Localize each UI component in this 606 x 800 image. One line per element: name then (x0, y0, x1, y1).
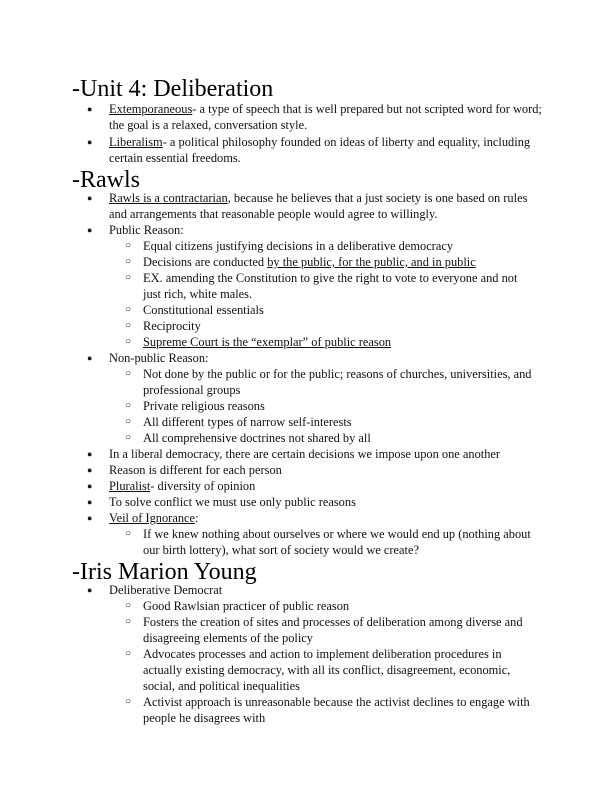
list-item-text: To solve conflict we must use only public reasons (109, 495, 356, 509)
bullet-icon: ● (87, 465, 93, 475)
hollow-bullet-icon: ○ (125, 304, 132, 315)
sub-item-text: Advocates processes and action to implement deliberation procedures in actually existing democracy, with all its conflict, disagreement, economic, social, and political inequalities (143, 647, 511, 693)
veil-colon: : (195, 511, 199, 525)
sub-item (125, 270, 538, 302)
sub-item (125, 646, 538, 694)
sub-item-text: Decisions are conducted (143, 255, 268, 269)
list-item-public-reason (87, 222, 542, 238)
definition-liberalism: - a political philosophy founded on ideas of liberty and equality, including certain essential freedoms. (109, 135, 531, 165)
sub-item-text: Reciprocity (143, 319, 201, 333)
list-item-veil (87, 510, 542, 526)
hollow-bullet-icon: ○ (125, 336, 132, 347)
sub-item-text: Fosters the creation of sites and processes of deliberation among diverse and disagreeing elements of the policy (143, 615, 523, 645)
hollow-bullet-icon: ○ (125, 528, 132, 539)
heading-rawls: -Rawls (72, 167, 140, 193)
bullet-icon: ● (87, 137, 93, 147)
hollow-bullet-icon: ○ (125, 416, 132, 427)
hollow-bullet-icon: ○ (125, 696, 132, 707)
list-item (87, 446, 542, 462)
sub-item-text: Constitutional essentials (143, 303, 264, 317)
bullet-icon: ● (87, 193, 93, 203)
sub-item (125, 302, 538, 318)
sub-item-text: Supreme Court is the “exemplar” of public reason (143, 335, 392, 349)
list-item (87, 462, 542, 478)
deliberative-democrat-label: Deliberative Democrat (109, 583, 223, 597)
sub-item-text: Equal citizens justifying decisions in a deliberative democracy (143, 239, 454, 253)
public-reason-label: Public Reason: (109, 223, 184, 237)
sub-item (125, 430, 538, 446)
bullet-icon: ● (87, 481, 93, 491)
sub-item-text: Activist approach is unreasonable because the activist declines to engage with people he disagrees with (143, 695, 530, 725)
list-item-text: Reason is different for each person (109, 463, 282, 477)
bullet-icon: ● (87, 104, 93, 114)
list-item-deliberative-democrat (87, 582, 542, 598)
hollow-bullet-icon: ○ (125, 368, 132, 379)
term-liberalism: Liberalism (109, 135, 163, 149)
bullet-icon: ● (87, 225, 93, 235)
sub-item-text: EX. amending the Constitution to give the right to vote to everyone and not just rich, white males. (143, 271, 518, 301)
hollow-bullet-icon: ○ (125, 240, 132, 251)
sub-item-text: Good Rawlsian practicer of public reason (143, 599, 350, 613)
sub-item (125, 318, 538, 334)
hollow-bullet-icon: ○ (125, 432, 132, 443)
contractarian-rest: , because he believes that a just society is one based on rules and arrangements that reasonable people would agree to willingly. (109, 191, 528, 221)
list-item-contractarian (87, 190, 542, 222)
sub-item-text: All different types of narrow self-interests (143, 415, 352, 429)
conducted-underlined: by the public, for the public, and in public (267, 255, 476, 269)
sub-item (125, 366, 538, 398)
sub-item-text: Not done by the public or for the public; reasons of churches, universities, and professional groups (143, 367, 532, 397)
sub-item (125, 254, 538, 270)
sub-item (125, 334, 538, 350)
list-item-pluralist (87, 478, 542, 494)
sub-item (125, 398, 538, 414)
bullet-icon: ● (87, 585, 93, 595)
bullet-icon: ● (87, 513, 93, 523)
hollow-bullet-icon: ○ (125, 256, 132, 267)
sub-item (125, 694, 538, 726)
sub-item (125, 526, 538, 558)
hollow-bullet-icon: ○ (125, 648, 132, 659)
list-item-extemporaneous (87, 101, 542, 133)
hollow-bullet-icon: ○ (125, 600, 132, 611)
sub-item (125, 414, 538, 430)
nonpublic-reason-label: Non-public Reason: (109, 351, 209, 365)
term-veil: Veil of Ignorance (109, 511, 196, 525)
sub-item (125, 614, 538, 646)
term-extemporaneous: Extemporaneous (109, 102, 193, 116)
sub-item (125, 238, 538, 254)
hollow-bullet-icon: ○ (125, 320, 132, 331)
hollow-bullet-icon: ○ (125, 272, 132, 283)
list-item-liberalism (87, 134, 542, 166)
sub-item-text: Private religious reasons (143, 399, 265, 413)
hollow-bullet-icon: ○ (125, 616, 132, 627)
definition-extemporaneous: - a type of speech that is well prepared but not scripted word for word; the goal is a relaxed, conversation style. (109, 102, 542, 132)
sub-item-text: If we knew nothing about ourselves or where we would end up (nothing about our birth lottery), what sort of society would we create? (143, 527, 531, 557)
bullet-icon: ● (87, 497, 93, 507)
bullet-icon: ● (87, 449, 93, 459)
heading-young: -Iris Marion Young (72, 559, 257, 585)
sub-item (125, 598, 538, 614)
bullet-icon: ● (87, 353, 93, 363)
hollow-bullet-icon: ○ (125, 400, 132, 411)
heading-unit4: -Unit 4: Deliberation (72, 76, 274, 102)
term-pluralist: Pluralist (109, 479, 151, 493)
list-item-nonpublic-reason (87, 350, 542, 366)
list-item (87, 494, 542, 510)
list-item-text: In a liberal democracy, there are certain decisions we impose upon one another (109, 447, 501, 461)
definition-pluralist: - diversity of opinion (150, 479, 256, 493)
contractarian-underlined: Rawls is a contractarian (109, 191, 228, 205)
sub-item-text: All comprehensive doctrines not shared by all (143, 431, 371, 445)
